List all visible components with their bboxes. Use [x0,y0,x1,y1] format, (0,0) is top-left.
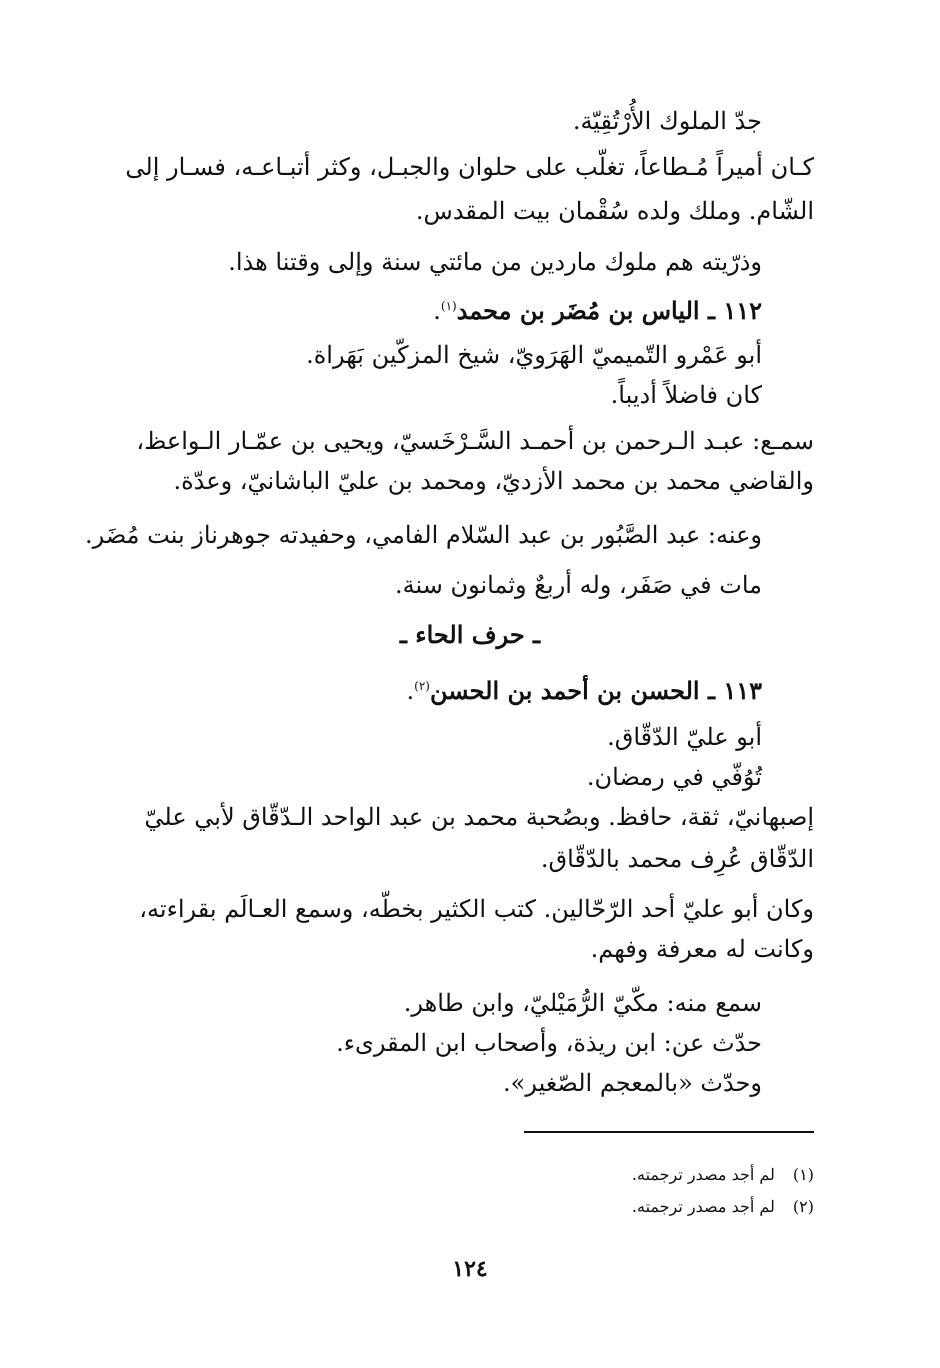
entry-title-end: . [406,677,415,705]
footnote-1 [632,1164,814,1186]
footnote-text: لم أجد مصدر ترجمته. [631,1165,775,1184]
footnote-2 [632,1196,814,1218]
footnote-divider [524,1131,814,1133]
entry-title: ١١٣ ـ الحسن بن أحمد بن الحسن [429,676,762,705]
text-line: وكانت له معرفة وفهم. [590,935,814,963]
text-line: وكان أبو عليّ أحد الرّحّالين. كتب الكثير بخطّه، وسمع العـالَم بقراءته، [139,895,814,923]
text-line: تُوُفّي في رمضان. [586,763,762,791]
text-line: والقاضي محمد بن محمد الأزديّ، ومحمد بن عليّ الباشانيّ، وعدّة. [173,467,814,495]
text-line: إصبهانيّ، ثقة، حافظ. وبصُحبة محمد بن عبد الواحد الـدّقّاق لأبي عليّ [144,803,814,831]
text-line: حدّث عن: ابن ريذة، وأصحاب ابن المقرىء. [336,1029,762,1057]
text-line: كان فاضلاً أديباً. [610,381,762,409]
text-line: الدّقّاق عُرِف محمد بالدّقّاق. [540,845,814,873]
text-line: سمـع: عبـد الـرحمن بن أحمـد السَّـرْخَسيّ، ويحيى بن عمّـار الـواعظ، [136,427,814,455]
entry-heading-113 [407,674,762,708]
text-line: مات في صَفَر، وله أربعٌ وثمانون سنة. [394,571,762,599]
text-line: أبو عَمْرو التّميميّ الهَرَويّ، شيخ المزكّين بَهَراة. [306,341,762,369]
entry-title-end: . [433,297,441,325]
entry-heading-112 [433,294,762,328]
page-number: ١٢٤ [452,1256,488,1282]
section-heading: ـ حرف الحاء ـ [399,620,541,649]
text-line: وحدّث «بالمعجم الصّغير». [503,1069,762,1097]
footnote-ref: (٢) [414,679,430,693]
footnote-number: (٢) [792,1197,814,1216]
text-line: أبو عليّ الدّقّاق. [607,723,762,751]
text-line: وذرّيته هم ملوك ماردين من مائتي سنة وإلى وقتنا هذا. [228,248,762,276]
text-line: الشّام. وملك ولده سُقْمان بيت المقدس. [415,197,814,225]
text-line: جدّ الملوك الأُرْتُقِيّة. [572,107,762,135]
footnote-number: (١) [792,1165,814,1184]
text-line: كـان أميراً مُـطاعاً، تغلّب على حلوان والجبـل، وكثر أتبـاعـه، فسـار إلى [125,153,814,181]
footnote-ref: (١) [440,299,457,313]
footnote-text: لم أجد مصدر ترجمته. [631,1197,775,1216]
text-line: سمع منه: مكّيّ الرُّمَيْليّ، وابن طاهر. [403,989,762,1017]
text-line: وعنه: عبد الصَّبُور بن عبد السّلام الفامي، وحفيدته جوهرناز بنت مُضَر. [85,521,762,549]
entry-title: ١١٢ ـ الياس بن مُضَر بن محمد [456,296,762,325]
